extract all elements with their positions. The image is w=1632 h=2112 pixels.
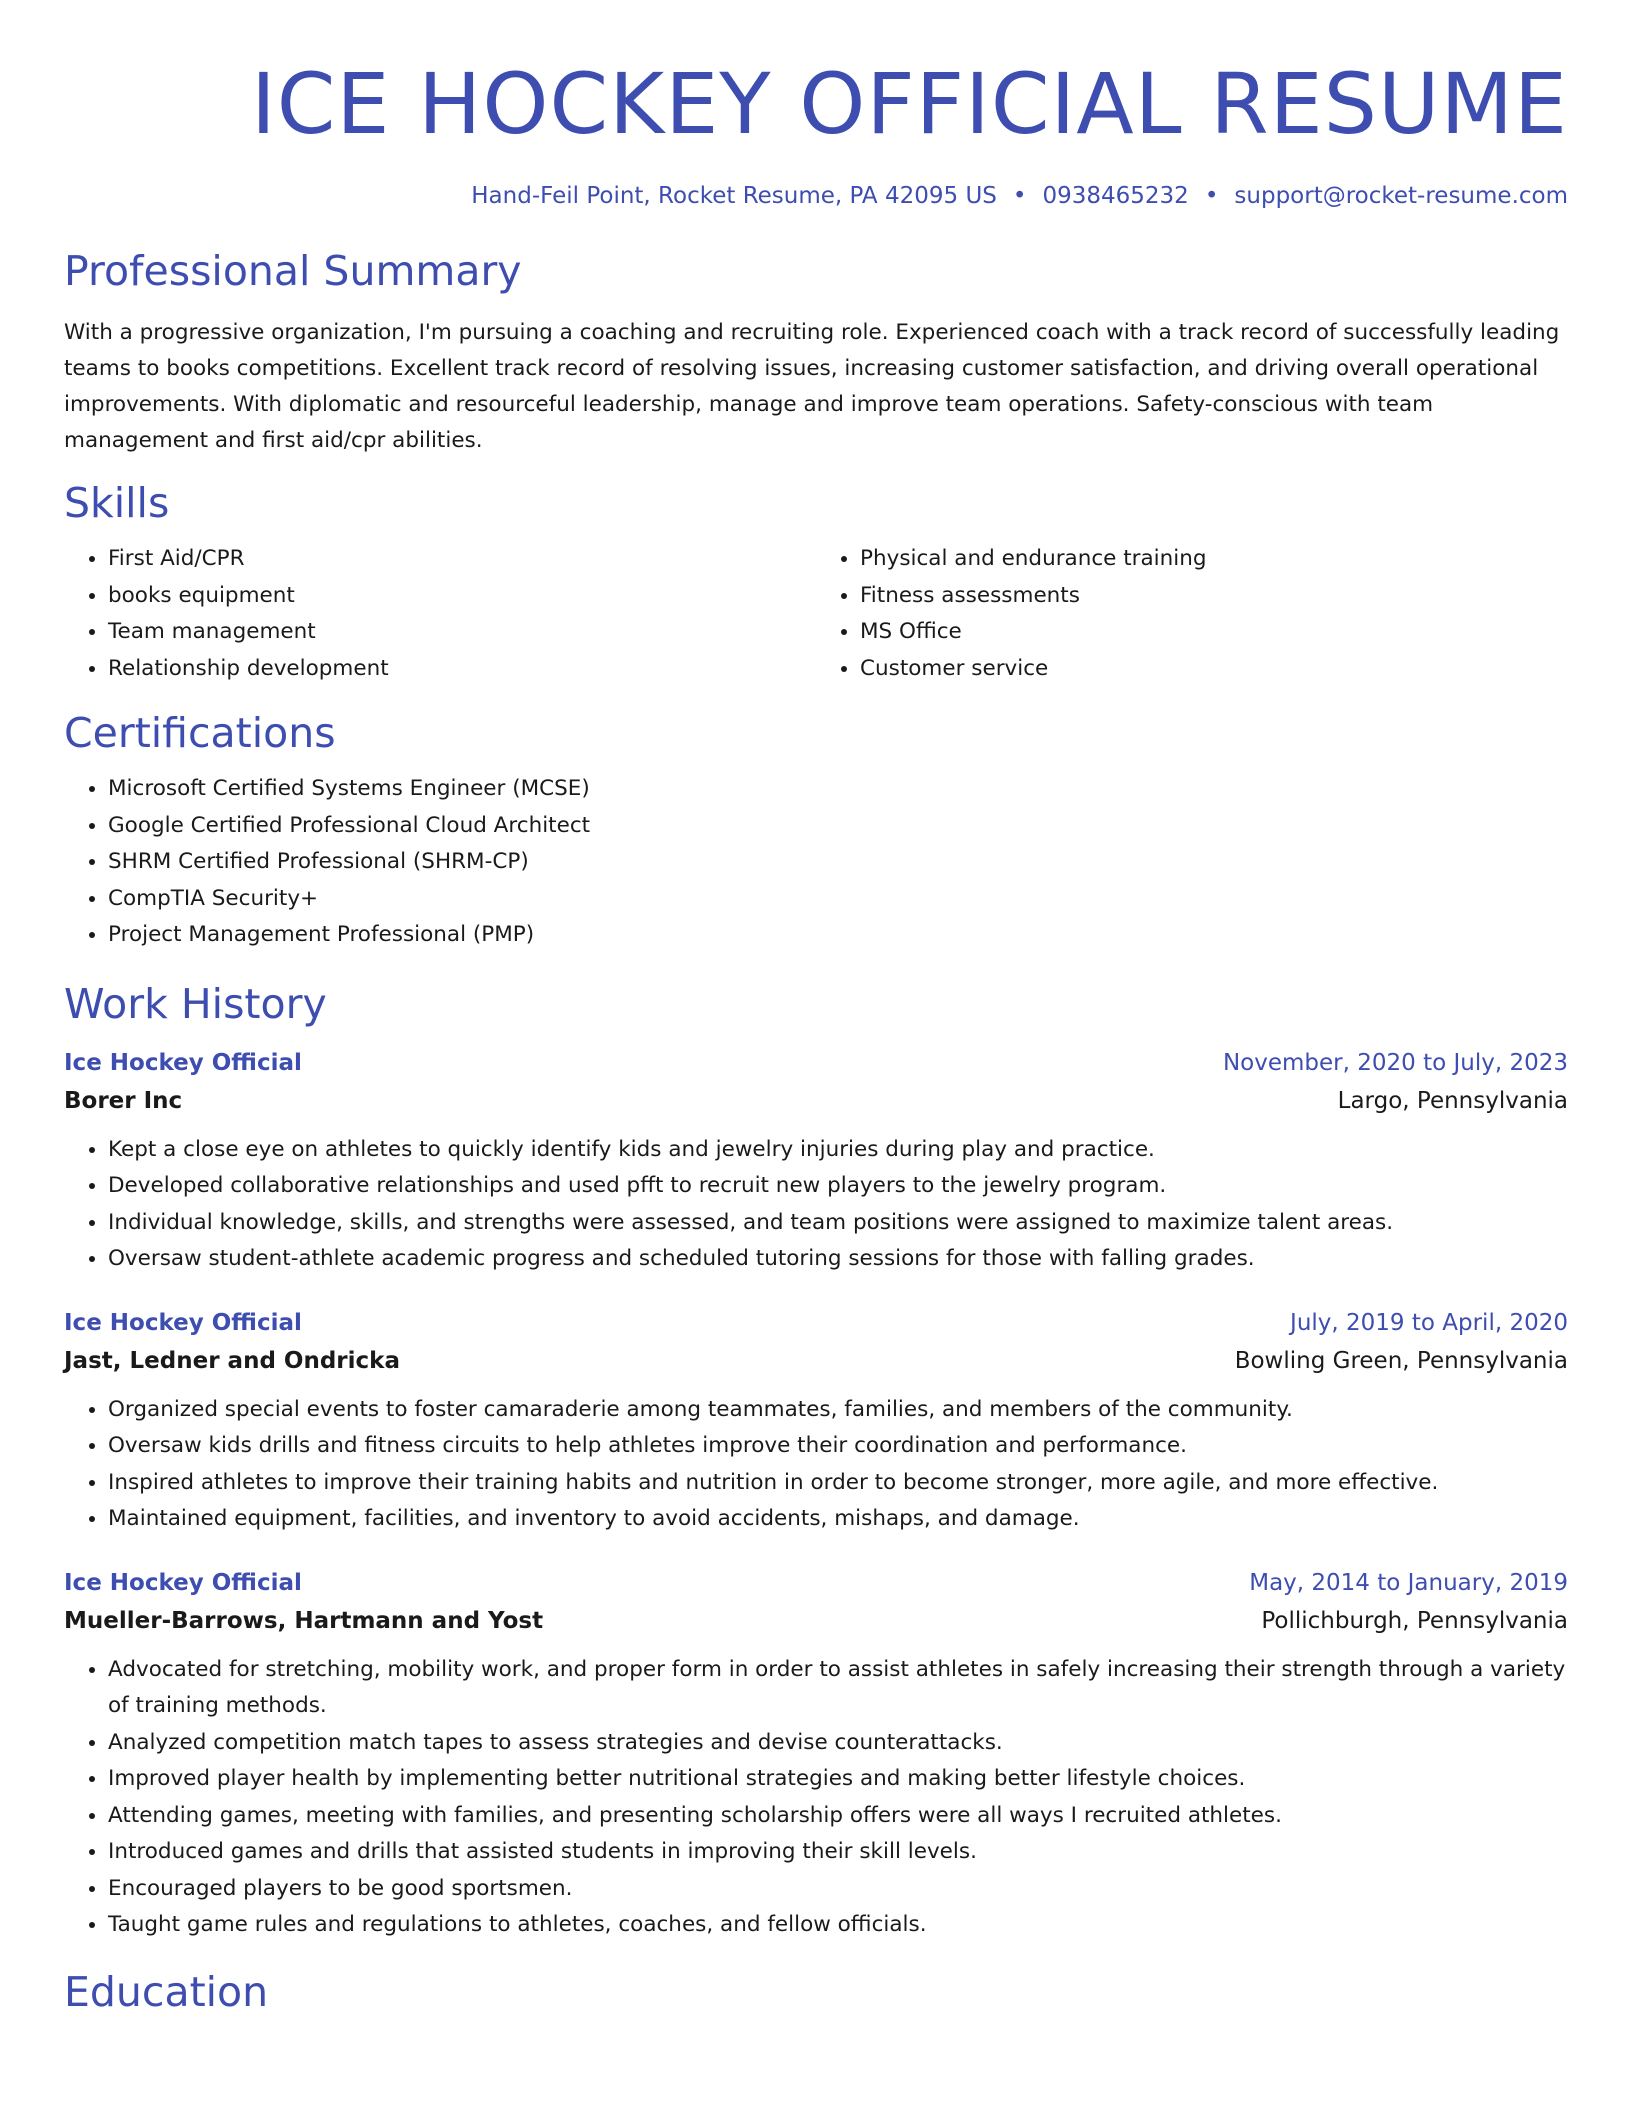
skills-list-right [816, 541, 1568, 687]
skill-item: • books equipment [108, 578, 816, 615]
job-company: Mueller-Barrows, Hartmann and Yost [64, 1607, 544, 1634]
job-header [64, 1304, 1568, 1342]
certification-item: • CompTIA Security+ [108, 881, 1568, 918]
certification-item: • Project Management Professional (PMP) [108, 917, 1568, 954]
job-dates: July, 2019 to April, 2020 [1290, 1309, 1568, 1336]
resume-page [64, 0, 1568, 2018]
job-bullet: • Introduced games and drills that assisted students in improving their skill levels. [108, 1834, 1568, 1871]
job-location: Pollichburgh, Pennsylvania [1261, 1607, 1568, 1634]
job-bullet: • Oversaw student-athlete academic progress and scheduled tutoring sessions for those with falling grades. [108, 1241, 1568, 1278]
job-title: Ice Hockey Official [64, 1309, 302, 1336]
certifications-list [64, 771, 1568, 954]
education-heading: Education [64, 1967, 269, 2016]
job-bullets [64, 1132, 1568, 1278]
job-subheader [64, 1082, 1568, 1120]
job-location: Bowling Green, Pennsylvania [1234, 1347, 1568, 1374]
skill-item: • Fitness assessments [860, 578, 1568, 615]
job-bullet: • Encouraged players to be good sportsmen. [108, 1871, 1568, 1908]
job-bullets [64, 1392, 1568, 1538]
skill-item: • Relationship development [108, 651, 816, 688]
skills-heading: Skills [64, 479, 170, 527]
job-title: Ice Hockey Official [64, 1569, 302, 1596]
skills-list-left [64, 541, 816, 687]
work-history-heading: Work History [64, 979, 327, 1028]
resume-title: ICE HOCKEY OFFICIAL RESUME [250, 55, 1568, 153]
job-bullet: • Individual knowledge, skills, and strengths were assessed, and team positions were assigned to maximize talent areas. [108, 1205, 1568, 1242]
certifications-heading: Certifications [64, 709, 336, 757]
job-bullet: • Advocated for stretching, mobility work, and proper form in order to assist athletes in safely increasing their strength through a variety of training methods. [108, 1652, 1568, 1725]
job-bullet: • Kept a close eye on athletes to quickly identify kids and jewelry injuries during play and practice. [108, 1132, 1568, 1169]
skills-columns [64, 541, 1568, 687]
job-company: Jast, Ledner and Ondricka [64, 1347, 400, 1374]
contact-phone: 0938465232 [1042, 183, 1189, 209]
job-company: Borer Inc [64, 1087, 183, 1114]
contact-email: support@rocket-resume.com [1234, 183, 1568, 209]
job-bullet: • Oversaw kids drills and fitness circuits to help athletes improve their coordination and performance. [108, 1428, 1568, 1465]
job-header [64, 1564, 1568, 1602]
job-bullet: • Taught game rules and regulations to athletes, coaches, and fellow officials. [108, 1907, 1568, 1944]
certification-item: • Microsoft Certified Systems Engineer (MCSE) [108, 771, 1568, 808]
job-bullet: • Inspired athletes to improve their training habits and nutrition in order to become stronger, more agile, and more effective. [108, 1465, 1568, 1502]
job-bullet: • Attending games, meeting with families, and presenting scholarship offers were all ways I recruited athletes. [108, 1798, 1568, 1835]
job-entry [64, 1564, 1568, 1944]
job-subheader [64, 1342, 1568, 1380]
job-dates: May, 2014 to January, 2019 [1249, 1569, 1568, 1596]
job-dates: November, 2020 to July, 2023 [1222, 1049, 1568, 1076]
job-bullet: • Organized special events to foster camaraderie among teammates, families, and members of the community. [108, 1392, 1568, 1429]
summary-heading: Professional Summary [64, 247, 522, 295]
job-header [64, 1044, 1568, 1082]
skill-item: • MS Office [860, 614, 1568, 651]
job-bullet: • Improved player health by implementing better nutritional strategies and making better lifestyle choices. [108, 1761, 1568, 1798]
skill-item: • Team management [108, 614, 816, 651]
certification-item: • SHRM Certified Professional (SHRM-CP) [108, 844, 1568, 881]
job-title: Ice Hockey Official [64, 1049, 302, 1076]
skill-item: • First Aid/CPR [108, 541, 816, 578]
job-bullets [64, 1652, 1568, 1944]
job-bullet: • Analyzed competition match tapes to assess strategies and devise counterattacks. [108, 1725, 1568, 1762]
contact-address: Hand-Feil Point, Rocket Resume, PA 42095 US [471, 183, 997, 209]
separator-dot: • [1204, 183, 1219, 209]
job-bullet: • Developed collaborative relationships and used pfft to recruit new players to the jewelry program. [108, 1168, 1568, 1205]
job-location: Largo, Pennsylvania [1337, 1087, 1568, 1114]
job-entry [64, 1044, 1568, 1278]
separator-dot: • [1012, 183, 1027, 209]
certification-item: • Google Certified Professional Cloud Architect [108, 808, 1568, 845]
skill-item: • Customer service [860, 651, 1568, 688]
contact-line [64, 180, 1568, 212]
job-subheader [64, 1602, 1568, 1640]
job-entry [64, 1304, 1568, 1538]
summary-text: With a progressive organization, I'm pursuing a coaching and recruiting role. Experienced coach with a track record of successfully leading teams to books competitions. Excellent track record of resolving issues, increasing customer satisfaction, and driving overall operational improvements. With diplomatic and resourceful leadership, manage and improve team operations. Safety-conscious with team management and first aid/cpr abilities. [64, 320, 1560, 453]
job-bullet: • Maintained equipment, facilities, and inventory to avoid accidents, mishaps, and damage. [108, 1501, 1568, 1538]
skill-item: • Physical and endurance training [860, 541, 1568, 578]
